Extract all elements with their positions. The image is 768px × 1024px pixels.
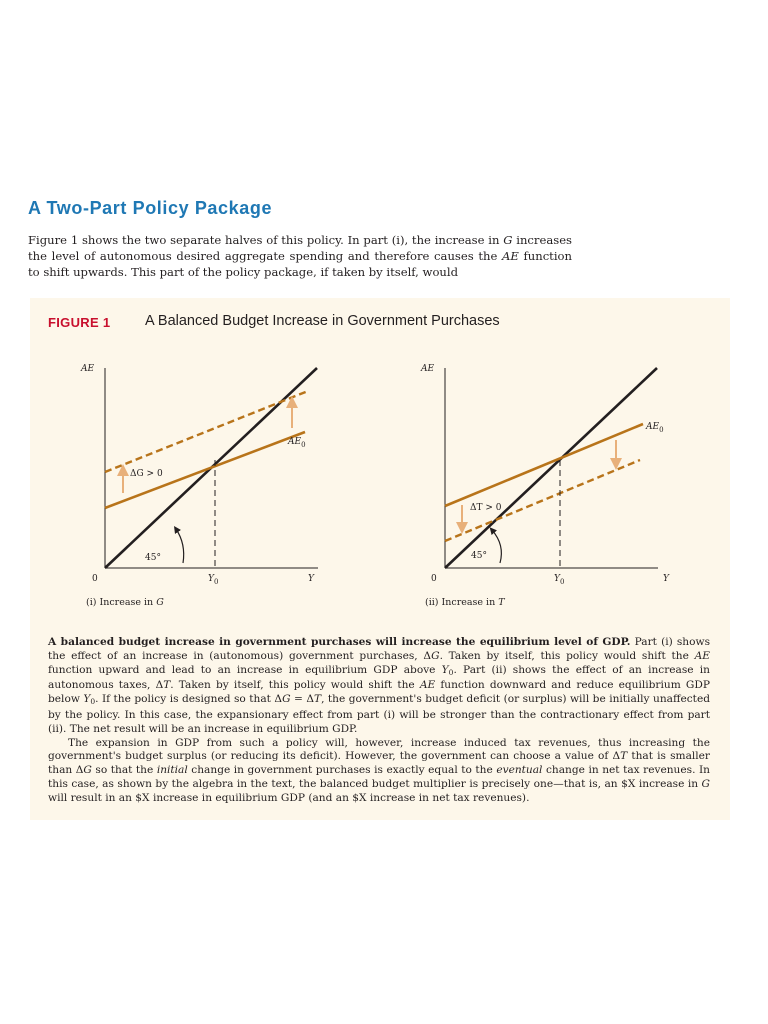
right-equilibrium-label: $Y_0$ <box>554 574 565 586</box>
right-ae0-line <box>445 424 643 506</box>
right-shift-label: ΔT > 0 <box>470 503 502 513</box>
intro-paragraph: Figure 1 shows the two separate halves of this policy. In part (i), the increase in G increases the level of autonomous desired aggregate spending and therefore causes the AE function to shift upwards. This part of the policy package, if taken by itself, would <box>28 233 573 280</box>
right-ae1-dashed-line <box>445 460 640 541</box>
left-ae1-dashed-line <box>105 391 308 472</box>
figure-explanation <box>48 636 710 806</box>
left-ae0-label: $AE_0$ <box>288 437 306 449</box>
figure-label: FIGURE 1 <box>48 315 111 330</box>
right-ae0-label: $AE_0$ <box>646 422 664 434</box>
right-45-degree-line <box>445 368 657 568</box>
figure-panel <box>30 298 730 820</box>
left-y-axis-label: AE <box>81 364 95 374</box>
left-angle-arc <box>176 529 184 563</box>
left-x-axis-label: Y <box>308 574 314 584</box>
caption-right: (ii) Increase in T <box>425 597 505 608</box>
right-angle-label: 45° <box>471 551 487 561</box>
left-angle-label: 45° <box>145 553 161 563</box>
left-shift-label: ΔG > 0 <box>130 469 163 479</box>
right-origin-label: 0 <box>431 574 437 584</box>
right-x-axis-label: Y <box>663 574 669 584</box>
right-y-axis-label: AE <box>421 364 435 374</box>
figure-title: A Balanced Budget Increase in Government Purchases <box>145 313 500 329</box>
section-title: A Two-Part Policy Package <box>28 198 273 218</box>
caption-left: (i) Increase in G <box>86 597 164 608</box>
left-equilibrium-label: $Y_0$ <box>208 574 219 586</box>
right-angle-arc <box>492 530 501 563</box>
figure-graphs <box>30 298 730 618</box>
explanation-paragraph-1: A balanced budget increase in government purchases will increase the equilibrium level of GDP. Part (i) shows the effect of an increase in (autonomous) government purchases, ΔG. Taken by itself, this policy would shift the AE function upward and lead to an increase in equilibrium GDP above $Y_0$. Part (ii) shows the effect of an increase in autonomous taxes, ΔT. Taken by itself, this policy would shift the AE function downward and reduce equilibrium GDP below $Y_0$. If the policy is designed so that ΔG = ΔT, the government's budget deficit (or surplus) will be initially unaffected by the policy. In this case, the expansionary effect from part (i) will be stronger than the contractionary effect from part (ii). The net result will be an increase in equilibrium GDP. <box>48 636 711 735</box>
explanation-paragraph-2: The expansion in GDP from such a policy will, however, increase induced tax revenues, thus increasing the government's budget surplus (or reducing its deficit). However, the government can choose a value of ΔT that is smaller than ΔG so that the initial change in government purchases is exactly equal to the eventual change in net tax revenues. In this case, as shown by the algebra in the text, the balanced budget multiplier is precisely one—that is, an $X increase in G will result in an $X increase in equilibrium GDP (and an $X increase in net tax revenues). <box>48 736 710 804</box>
graph-right <box>420 364 670 586</box>
graph-left <box>80 364 318 586</box>
left-origin-label: 0 <box>92 574 98 584</box>
